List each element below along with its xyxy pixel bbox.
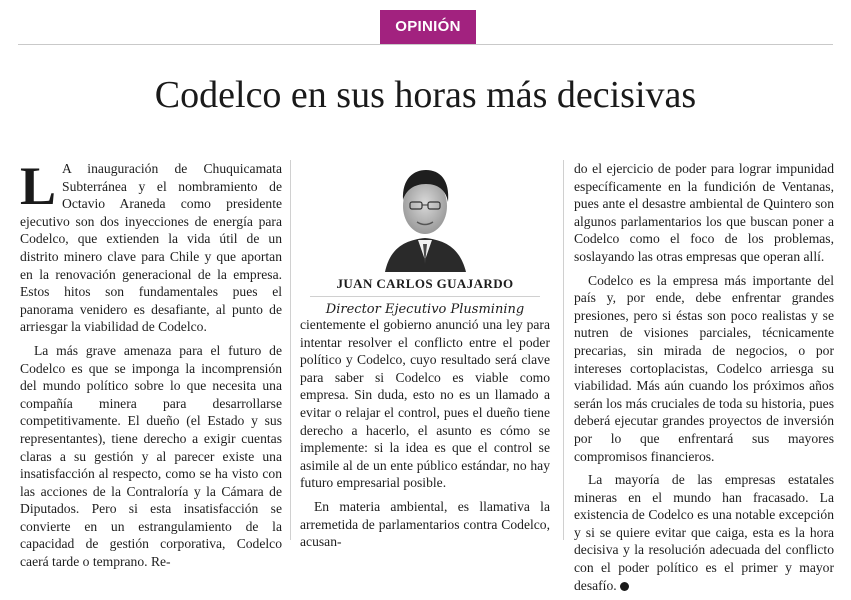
paragraph-3: cientemente el gobierno anunció una ley para intentar resolver el conflicto entre el poder político y Codelco, cuyo resultado será clave para saber si Codelco es viable como empresa. Sin duda, esto no es un llamado a evitar o relajar el control, pues el dueño tiene derecho a hacerlo, el asunto es cómo se implemente: si la idea es que el control se asimile al de un ente público estándar, no hay futuro empresarial posible. — [300, 317, 550, 491]
paragraph-1-text: A inauguración de Chuquicamata Subterránea y el nombramiento de Octavio Araneda como presidente ejecutivo son dos inyecciones de energía para Codelco, que extienden la vida útil de un distrito minero clave para Chile y que aportan en la renovación generacional de la empresa. Estos hitos son fundamentales pues el panorama venidero es desafiante, al punto de arriesgar la viabilidad de Codelco. — [20, 161, 282, 335]
author-box — [300, 160, 550, 317]
paragraph-1 — [20, 156, 282, 336]
author-rule — [310, 296, 540, 297]
article-column-2 — [300, 316, 550, 557]
end-of-article-icon: P — [620, 582, 629, 591]
paragraph-7-text: La mayoría de las empresas estatales mineras en el mundo han fracasado. La existencia de Codelco es una notable excepción y si se quiere evitar que caiga, esta es la hora decisiva y la resolución adecuada del conflicto con el poder político es el primer y mayor desafío. — [574, 472, 834, 593]
paragraph-7 — [574, 471, 834, 594]
author-role: Director Ejecutivo Plusmining — [325, 302, 525, 317]
headline: Codelco en sus horas más decisivas — [154, 74, 697, 116]
author-portrait-photo — [380, 160, 470, 272]
paragraph-5: do el ejercicio de poder para lograr impunidad específicamente en la fundición de Ventanas, pues ante el desastre ambiental de Quintero son algunos parlamentarios los que buscan poner a Codelco como el foco de los problemas, soslayando las otras empresas que operan allí. — [574, 161, 834, 264]
article-column-3 — [574, 160, 834, 600]
drop-cap: L — [20, 156, 57, 216]
author-name: JUAN CARLOS GUAJARDO — [336, 276, 514, 291]
column-divider-2 — [563, 160, 564, 540]
paragraph-4: En materia ambiental, es llamativa la arremetida de parlamentarios contra Codelco, acusan- — [300, 498, 550, 550]
paragraph-6: Codelco es la empresa más importante del país y, por ende, debe enfrentar grandes presiones, pero si éstas son poco realistas y se nutren de visiones parciales, técnicamente precarias, sin mirada de negocios, o por intereses cortoplacistas, Codelco arriesga su viabilidad. Más aún cuando los próximos años serán los más cruciales de toda su historia, pues deberá ejecutar grandes proyectos de inversión por lo que enfrentará sus mayores compromisos financieros. — [574, 272, 834, 464]
column-divider-1 — [290, 160, 291, 540]
section-rule — [18, 44, 833, 45]
paragraph-2: La más grave amenaza para el futuro de Codelco es que se imponga la incomprensión del mundo político sobre lo que necesita una compañía minera para desarrollarse competitivamente. El dueño (el Estado y sus representantes), tiene derecho a exigir cuentas claras a su gestión y al parecer existe una insatisfacción al respecto, como se ha visto con las acciones de la Contraloría y la Cámara de Diputados. Pero si esta insatisfacción se convierte en un estrangulamiento de la capacidad de gestión corporativa, Codelco caerá tarde o temprano. Re- — [20, 342, 282, 570]
article-column-1 — [20, 156, 282, 577]
section-tag: OPINIÓN — [380, 10, 476, 44]
